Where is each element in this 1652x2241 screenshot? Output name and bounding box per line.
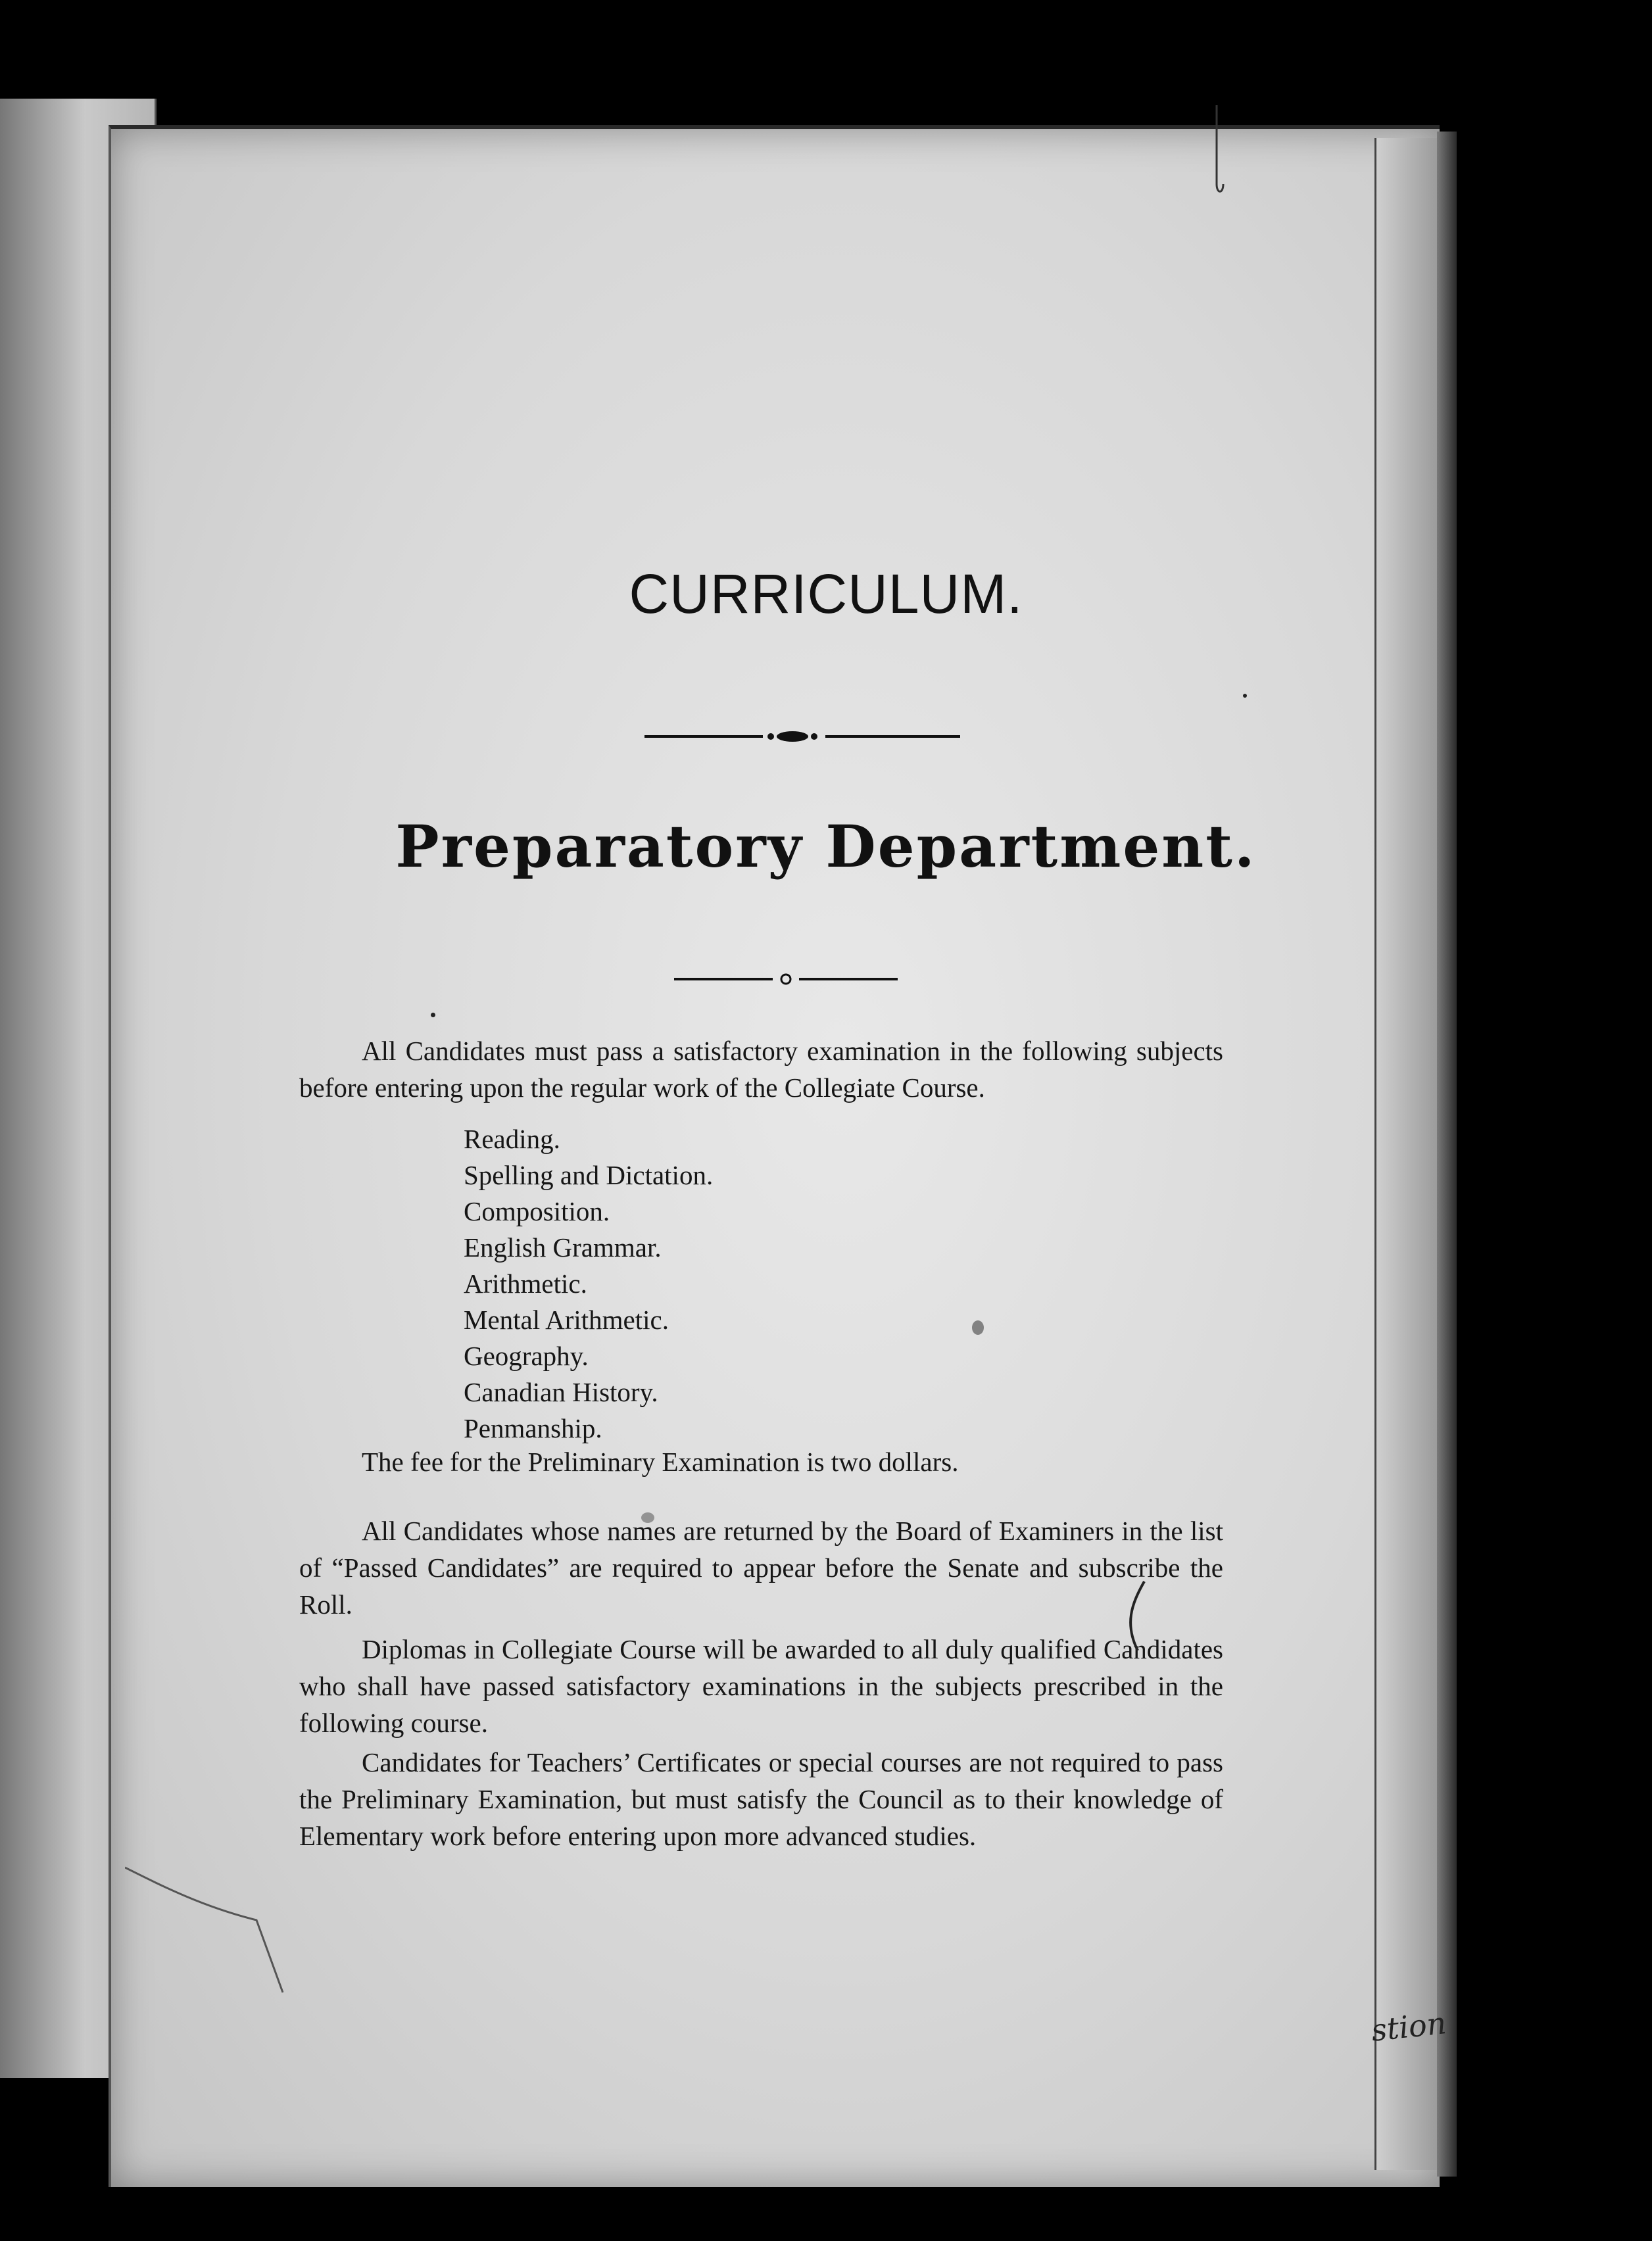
list-item: Arithmetic. (464, 1268, 587, 1299)
corner-mark (1203, 105, 1230, 197)
list-item: English Grammar. (464, 1232, 662, 1263)
list-item: Composition. (464, 1196, 610, 1226)
page-title: CURRICULUM. (629, 563, 1023, 625)
pencil-mark (1118, 1578, 1157, 1657)
ink-speck (1243, 694, 1247, 698)
subject-list (464, 1121, 713, 1447)
right-page-edge (1374, 138, 1439, 2170)
diplomas-paragraph: Diplomas in Collegiate Course will be awarded to all duly qualified Candidates who shall have passed satisfactory examinations in the subjects prescribed in the following course. (299, 1634, 1223, 1738)
list-item: Reading. (464, 1124, 560, 1154)
list-item: Penmanship. (464, 1413, 602, 1443)
page-stack-edge (1437, 132, 1457, 2177)
margin-handwriting: stion (1369, 2005, 1448, 2048)
teachers-paragraph: Candidates for Teachers’ Certificates or special courses are not required to pass the Preliminary Examination, but must satisfy the Council as to their knowledge of Elementary work before entering upon more advanced studies. (299, 1747, 1223, 1851)
intro-paragraph: All Candidates must pass a satisfactory examination in the following subjects before entering upon the regular work of the Collegiate Course. (299, 1036, 1223, 1103)
department-heading: Preparatory Department. (395, 812, 1257, 880)
fee-paragraph: The fee for the Preliminary Examination is two dollars. (362, 1447, 959, 1477)
list-item: Mental Arithmetic. (464, 1305, 669, 1335)
list-item: Spelling and Dictation. (464, 1160, 714, 1190)
roll-paragraph: All Candidates whose names are returned by the Board of Examiners in the list of “Passed Candidates” are required to appear before the Senate and subscribe the Roll. (299, 1516, 1223, 1620)
list-item: Canadian History. (464, 1377, 658, 1407)
ink-speck (431, 1013, 435, 1017)
title-ornament (644, 729, 960, 744)
ink-speck (972, 1320, 984, 1335)
list-item: Geography. (464, 1341, 589, 1371)
section-divider (674, 971, 898, 988)
page-tear-mark (125, 1861, 322, 2006)
